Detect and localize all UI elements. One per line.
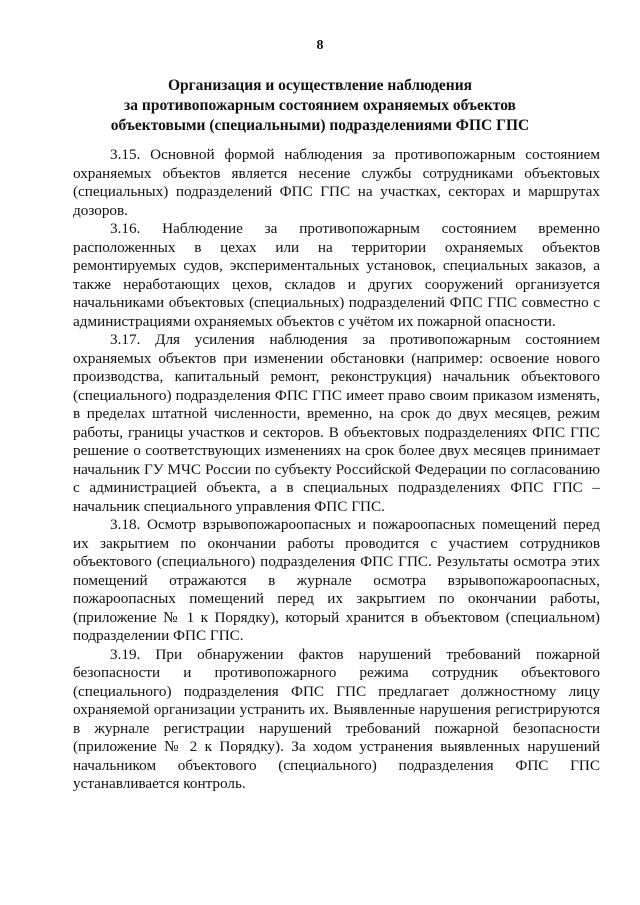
heading-line-2: за противопожарным состоянием охраняемых объектов bbox=[124, 97, 516, 114]
paragraph-3-15: 3.15. Основной формой наблюдения за противопожарным состоянием охраняемых объектов является несение службы сотрудниками объектовых (специальных) подразделений ФПС ГПС на участках, секторах и маршрутах дозоров. bbox=[73, 146, 600, 219]
document-body bbox=[73, 146, 600, 794]
paragraph-3-18: 3.18. Осмотр взрывопожароопасных и пожароопасных помещений перед их закрытием по окончании работы проводится с участием сотрудников объектового (специального) подразделения ФПС ГПС. Результаты осмотра этих помещений отражаются в журнале осмотра взрывопожароопасных, пожароопасных помещений перед их закрытием по окончании работы, (приложение № 1 к Порядку), который хранится в объектовом (специальном) подразделении ФПС ГПС. bbox=[73, 516, 600, 644]
paragraph-3-16: 3.16. Наблюдение за противопожарным состоянием временно расположенных в цехах или на территории охраняемых объектов ремонтируемых судов, экспериментальных установок, специальных заказов, а также неработающих цехов, складов и других сооружений организуется начальниками объектовых (специальных) подразделений ФПС ГПС совместно с администрациями охраняемых объектов с учётом их пожарной опасности. bbox=[73, 220, 600, 330]
heading-line-3: объектовыми (специальными) подразделениями ФПС ГПС bbox=[110, 117, 530, 134]
paragraph-3-17: 3.17. Для усиления наблюдения за противопожарным состоянием охраняемых объектов при изменении обстановки (например: освоение нового производства, капитальный ремонт, реконструкция) начальник объектового (специального) подразделения ФПС ГПС имеет право своим приказом изменять, в пределах штатной численности, временно, на срок до двух месяцев, режим работы, границы участков и секторов. В объектовых подразделениях ФПС ГПС решение о соответствующих изменениях на срок более двух месяцев принимает начальник ГУ МЧС России по субъекту Российской Федерации по согласованию с администрацией объекта, а в специальных подразделениях ФПС ГПС – начальник специального управления ФПС ГПС. bbox=[73, 331, 600, 515]
section-heading bbox=[70, 76, 570, 136]
paragraph-3-19: 3.19. При обнаружении фактов нарушений требований пожарной безопасности и противопожарного режима сотрудник объектового (специального) подразделения ФПС ГПС предлагает должностному лицу охраняемой организации устранить их. Выявленные нарушения регистрируются в журнале регистрации нарушений требований пожарной безопасности (приложение № 2 к Порядку). За ходом устранения выявленных нарушений начальником объектового (специального) подразделения ФПС ГПС устанавливается контроль. bbox=[73, 645, 600, 792]
page-number: 8 bbox=[316, 38, 324, 53]
heading-line-1: Организация и осуществление наблюдения bbox=[167, 77, 473, 94]
